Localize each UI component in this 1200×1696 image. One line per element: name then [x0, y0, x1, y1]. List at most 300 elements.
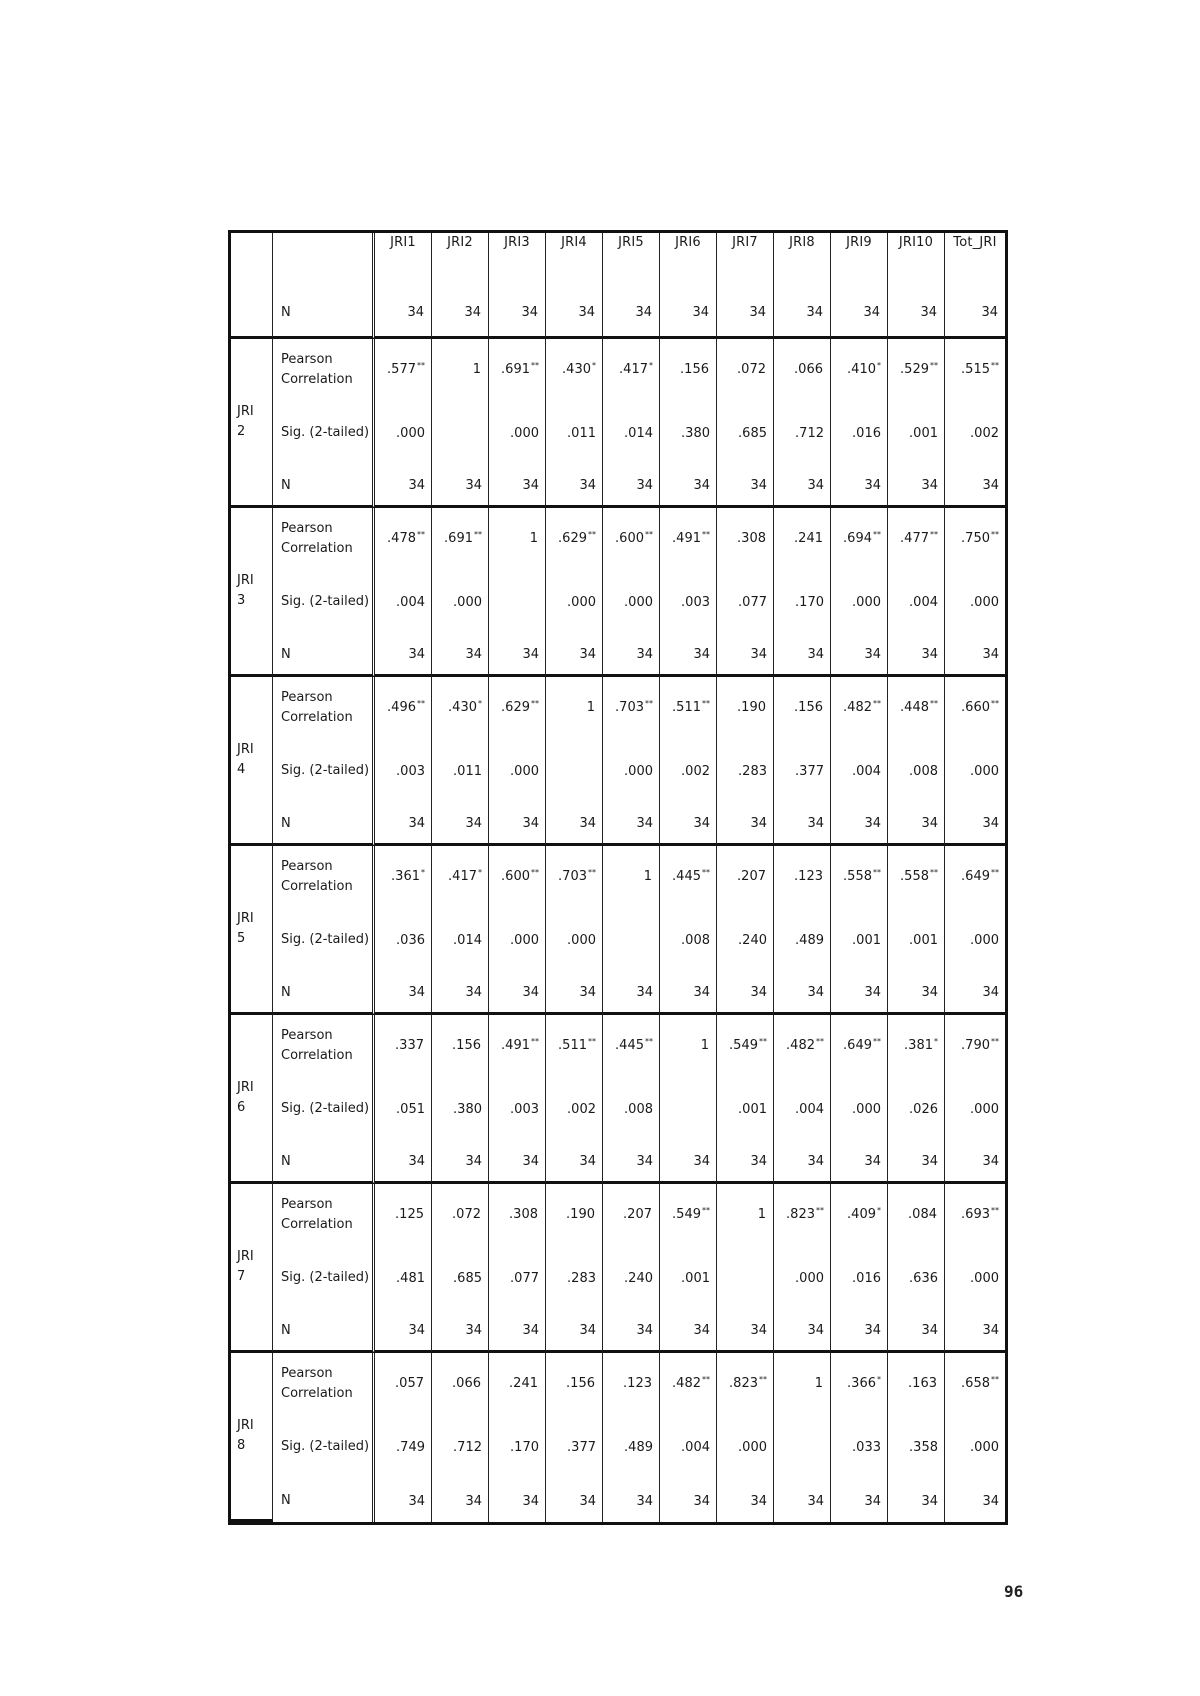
table-cell: [660, 289, 717, 339]
cell-value: .558: [843, 869, 872, 884]
significance-marker: *: [649, 360, 653, 370]
cell-value: .496: [387, 700, 416, 715]
table-cell: [603, 1353, 660, 1414]
table-cell: [375, 1184, 432, 1245]
significance-marker: **: [645, 1036, 653, 1046]
table-cell: .000: [970, 1270, 999, 1286]
cell-value: 34: [863, 305, 880, 320]
table-cell: [432, 400, 489, 466]
cell-value: .445: [615, 1038, 644, 1053]
column-header: JRI6: [660, 233, 717, 289]
table-cell: .170: [774, 569, 831, 635]
table-cell: [432, 1015, 489, 1076]
table-cell: [717, 1353, 774, 1414]
significance-marker: **: [702, 698, 710, 708]
table-row: [231, 677, 1005, 738]
table-cell: 34: [660, 466, 717, 508]
cell-value: .694: [843, 531, 872, 546]
significance-marker: **: [873, 867, 881, 877]
table-row: [231, 1184, 1005, 1245]
table-cell: .377: [546, 1414, 603, 1480]
stat-label-n: N: [273, 466, 375, 508]
table-row: [231, 1311, 1005, 1353]
table-cell: [831, 677, 888, 738]
row-variable-label: JRI 4: [231, 677, 273, 846]
table-cell: [945, 1353, 1005, 1414]
significance-marker: *: [934, 1036, 938, 1046]
table-cell: 34: [831, 1311, 888, 1353]
table-row: [231, 400, 1005, 466]
table-cell: 34: [375, 973, 432, 1015]
table-row: [231, 569, 1005, 635]
table-cell: 34: [717, 466, 774, 508]
cell-value: .703: [615, 700, 644, 715]
cell-value: 1: [814, 1376, 823, 1391]
table-cell: 34: [660, 804, 717, 846]
significance-marker: **: [991, 1374, 999, 1384]
table-cell: 34: [774, 1480, 831, 1522]
row-variable-label: JRI 7: [231, 1184, 273, 1353]
table-cell: [774, 677, 831, 738]
table-cell: .033: [831, 1414, 888, 1480]
cell-value: .430: [448, 700, 477, 715]
table-cell: [603, 846, 660, 907]
stat-label-pearson: Pearson Correlation: [273, 1353, 375, 1414]
table-cell: [888, 846, 945, 907]
table-cell: .008: [660, 907, 717, 973]
table-cell: .000: [831, 569, 888, 635]
table-cell: [375, 1353, 432, 1414]
cell-value: .482: [786, 1038, 815, 1053]
table-cell: .011: [546, 400, 603, 466]
cell-value: .511: [672, 700, 701, 715]
cell-value: .658: [961, 1376, 990, 1391]
cell-value: .691: [444, 531, 473, 546]
significance-marker: **: [759, 1036, 767, 1046]
table-cell: .283: [717, 738, 774, 804]
significance-marker: **: [417, 360, 425, 370]
table-cell: [375, 677, 432, 738]
table-cell: [831, 339, 888, 400]
table-cell: [375, 846, 432, 907]
table-cell: [831, 1015, 888, 1076]
stat-label-n: N: [273, 1311, 375, 1353]
table-cell: .170: [489, 1414, 546, 1480]
table-cell: [432, 1184, 489, 1245]
significance-marker: **: [991, 1205, 999, 1215]
table-cell: .000: [717, 1414, 774, 1480]
cell-value: .823: [729, 1376, 758, 1391]
table-cell: .000: [603, 569, 660, 635]
significance-marker: **: [702, 1374, 710, 1384]
table-cell: 34: [603, 1480, 660, 1522]
table-cell: [660, 1353, 717, 1414]
stat-label-sig: Sig. (2-tailed): [273, 907, 375, 973]
stat-label-sig: Sig. (2-tailed): [273, 1414, 375, 1480]
table-cell: [717, 1015, 774, 1076]
table-cell: 34: [603, 635, 660, 677]
table-cell: 34: [603, 1311, 660, 1353]
significance-marker: **: [417, 698, 425, 708]
table-cell: .004: [774, 1076, 831, 1142]
cell-value: .366: [847, 1376, 876, 1391]
table-cell: 34: [888, 1480, 945, 1522]
table-cell: [489, 508, 546, 569]
stat-label-sig: Sig. (2-tailed): [273, 1245, 375, 1311]
significance-marker: *: [421, 867, 425, 877]
table-cell: 34: [432, 804, 489, 846]
table-cell: 34: [375, 635, 432, 677]
table-cell: [831, 1184, 888, 1245]
table-cell: [831, 1353, 888, 1414]
table-cell: [489, 1353, 546, 1414]
significance-marker: **: [873, 1036, 881, 1046]
table-cell: .011: [432, 738, 489, 804]
significance-marker: **: [873, 529, 881, 539]
table-cell: 34: [774, 973, 831, 1015]
cell-value: .691: [501, 362, 530, 377]
table-cell: [660, 1015, 717, 1076]
cell-value: 34: [407, 305, 424, 320]
significance-marker: **: [930, 698, 938, 708]
table-cell: 34: [831, 635, 888, 677]
cell-value: .660: [961, 700, 990, 715]
table-cell: 34: [546, 466, 603, 508]
table-cell: .000: [970, 763, 999, 779]
table-row: [231, 1480, 1005, 1522]
cell-value: .600: [501, 869, 530, 884]
table-cell: 34: [603, 973, 660, 1015]
table-cell: 34: [945, 635, 1005, 677]
table-cell: [945, 1015, 1005, 1076]
table-cell: 34: [774, 635, 831, 677]
table-cell: [603, 289, 660, 339]
row-variable-label: JRI 6: [231, 1015, 273, 1184]
table-cell: 34: [432, 1311, 489, 1353]
significance-marker: **: [531, 698, 539, 708]
cell-value: .308: [509, 1207, 538, 1222]
table-cell: .000: [970, 1101, 999, 1117]
cell-value: 34: [521, 305, 538, 320]
table-cell: 34: [945, 1311, 1005, 1353]
cell-value: 1: [643, 869, 652, 884]
table-cell: .000: [970, 932, 999, 948]
cell-value: .703: [558, 869, 587, 884]
stat-label-sig: Sig. (2-tailed): [273, 400, 375, 466]
correlation-table: [228, 230, 1008, 1525]
table-cell: [888, 1184, 945, 1245]
significance-marker: **: [702, 1205, 710, 1215]
table-cell: [489, 1184, 546, 1245]
cell-value: 34: [692, 305, 709, 320]
table-cell: [717, 339, 774, 400]
table-cell: [717, 1245, 774, 1311]
table-cell: .489: [603, 1414, 660, 1480]
cell-value: .207: [623, 1207, 652, 1222]
table-cell: [489, 1015, 546, 1076]
cell-value: .649: [843, 1038, 872, 1053]
table-cell: .016: [831, 400, 888, 466]
table-row: [231, 907, 1005, 973]
cell-value: .072: [452, 1207, 481, 1222]
table-cell: 34: [831, 466, 888, 508]
table-cell: [432, 508, 489, 569]
table-cell: 34: [432, 1480, 489, 1522]
table-row: [231, 1414, 1005, 1480]
significance-marker: **: [991, 1036, 999, 1046]
table-cell: 34: [375, 804, 432, 846]
table-cell: 34: [717, 635, 774, 677]
table-cell: .685: [432, 1245, 489, 1311]
table-cell: .002: [970, 425, 999, 441]
cell-value: .156: [680, 362, 709, 377]
table-cell: 34: [375, 1480, 432, 1522]
table-cell: .712: [774, 400, 831, 466]
table-cell: .008: [603, 1076, 660, 1142]
table-cell: [717, 677, 774, 738]
cell-value: .361: [391, 869, 420, 884]
cell-value: .156: [452, 1038, 481, 1053]
cell-value: .629: [501, 700, 530, 715]
table-cell: [774, 1353, 831, 1414]
stat-label-n: N: [273, 1480, 375, 1522]
table-row: [231, 738, 1005, 804]
cell-value: .066: [452, 1376, 481, 1391]
column-header: JRI9: [831, 233, 888, 289]
significance-marker: **: [645, 529, 653, 539]
table-cell: 34: [546, 635, 603, 677]
table-cell: .001: [831, 907, 888, 973]
cell-value: .511: [558, 1038, 587, 1053]
table-cell: [945, 1184, 1005, 1245]
row-variable-label: JRI 2: [231, 339, 273, 508]
significance-marker: **: [816, 1036, 824, 1046]
significance-marker: **: [816, 1205, 824, 1215]
table-cell: .036: [375, 907, 432, 973]
table-cell: .004: [660, 1414, 717, 1480]
column-header: JRI8: [774, 233, 831, 289]
table-row: [231, 846, 1005, 907]
table-cell: .000: [970, 1439, 999, 1455]
cell-value: .549: [672, 1207, 701, 1222]
top-n-label: N: [273, 289, 375, 339]
table-cell: 34: [660, 1480, 717, 1522]
cell-value: 34: [635, 305, 652, 320]
significance-marker: **: [588, 867, 596, 877]
cell-value: .482: [672, 1376, 701, 1391]
cell-value: .308: [737, 531, 766, 546]
table-cell: [432, 677, 489, 738]
table-cell: 34: [603, 1142, 660, 1184]
significance-marker: **: [930, 529, 938, 539]
table-cell: .481: [375, 1245, 432, 1311]
table-cell: 34: [546, 804, 603, 846]
cell-value: .123: [794, 869, 823, 884]
table-cell: [432, 1353, 489, 1414]
table-row: [231, 1353, 1005, 1414]
column-header: JRI1: [375, 233, 432, 289]
table-row: [231, 1015, 1005, 1076]
table-cell: 34: [888, 1142, 945, 1184]
table-cell: 34: [489, 466, 546, 508]
table-cell: [888, 1353, 945, 1414]
cell-value: 1: [757, 1207, 766, 1222]
cell-value: 1: [700, 1038, 709, 1053]
table-cell: .000: [432, 569, 489, 635]
significance-marker: **: [702, 867, 710, 877]
significance-marker: **: [645, 698, 653, 708]
table-cell: 34: [831, 1142, 888, 1184]
table-cell: 34: [774, 1142, 831, 1184]
table-cell: [546, 1015, 603, 1076]
table-cell: [432, 846, 489, 907]
cell-value: .482: [843, 700, 872, 715]
table-cell: 34: [660, 1142, 717, 1184]
cell-value: .600: [615, 531, 644, 546]
cell-value: 1: [586, 700, 595, 715]
table-cell: .001: [717, 1076, 774, 1142]
table-cell: 34: [717, 1142, 774, 1184]
table-cell: [489, 846, 546, 907]
table-cell: [888, 1015, 945, 1076]
cell-value: .515: [961, 362, 990, 377]
table-cell: .014: [603, 400, 660, 466]
table-cell: [546, 738, 603, 804]
table-cell: [375, 1015, 432, 1076]
column-header: JRI10: [888, 233, 945, 289]
table-cell: [888, 508, 945, 569]
cell-value: 34: [981, 305, 998, 320]
table-cell: 34: [432, 1142, 489, 1184]
table-cell: .749: [375, 1414, 432, 1480]
table-cell: [660, 508, 717, 569]
table-cell: .000: [603, 738, 660, 804]
table-cell: [375, 339, 432, 400]
cell-value: .549: [729, 1038, 758, 1053]
table-cell: 34: [831, 973, 888, 1015]
table-cell: [489, 339, 546, 400]
row-variable-label: JRI 3: [231, 508, 273, 677]
cell-value: .477: [900, 531, 929, 546]
table-cell: [375, 508, 432, 569]
stat-label-pearson: Pearson Correlation: [273, 339, 375, 400]
cell-value: .381: [904, 1038, 933, 1053]
table-row: [231, 973, 1005, 1015]
table-cell: 34: [831, 1480, 888, 1522]
table-cell: 34: [489, 804, 546, 846]
significance-marker: **: [531, 867, 539, 877]
table-cell: [774, 846, 831, 907]
header-blank-var: [231, 233, 273, 289]
table-cell: 34: [489, 1311, 546, 1353]
table-row: [231, 635, 1005, 677]
table-cell: [603, 1015, 660, 1076]
table-cell: [945, 508, 1005, 569]
table-cell: [546, 289, 603, 339]
table-cell: [489, 289, 546, 339]
cell-value: 34: [464, 305, 481, 320]
table-cell: [375, 289, 432, 339]
table-cell: .001: [660, 1245, 717, 1311]
table-cell: .001: [888, 907, 945, 973]
table-cell: .000: [774, 1245, 831, 1311]
significance-marker: **: [702, 529, 710, 539]
cell-value: .057: [395, 1376, 424, 1391]
significance-marker: **: [474, 529, 482, 539]
cell-value: .163: [908, 1376, 937, 1391]
significance-marker: **: [991, 867, 999, 877]
table-cell: 34: [888, 973, 945, 1015]
table-cell: 34: [945, 973, 1005, 1015]
table-cell: 34: [945, 1142, 1005, 1184]
table-cell: .000: [489, 738, 546, 804]
significance-marker: **: [588, 529, 596, 539]
significance-marker: **: [417, 529, 425, 539]
table-cell: [660, 1076, 717, 1142]
table-cell: [945, 289, 1005, 339]
stat-label-n: N: [273, 804, 375, 846]
table-cell: [717, 1184, 774, 1245]
table-cell: 34: [717, 804, 774, 846]
table-cell: [546, 508, 603, 569]
table-cell: 34: [717, 1480, 774, 1522]
table-cell: .380: [432, 1076, 489, 1142]
significance-marker: **: [930, 867, 938, 877]
table-row: [231, 804, 1005, 846]
table-cell: [489, 569, 546, 635]
table-cell: 34: [546, 1142, 603, 1184]
table-row: [231, 508, 1005, 569]
table-cell: .000: [970, 594, 999, 610]
table-cell: [945, 339, 1005, 400]
cell-value: .190: [737, 700, 766, 715]
table-cell: [660, 1184, 717, 1245]
table-cell: [717, 846, 774, 907]
cell-value: 34: [749, 305, 766, 320]
table-cell: [888, 677, 945, 738]
column-header: Tot_JRI: [953, 235, 997, 250]
cell-value: .790: [961, 1038, 990, 1053]
table-cell: .077: [489, 1245, 546, 1311]
cell-value: .448: [900, 700, 929, 715]
cell-value: .823: [786, 1207, 815, 1222]
significance-marker: **: [531, 360, 539, 370]
table-cell: 34: [774, 804, 831, 846]
table-cell: 34: [888, 635, 945, 677]
cell-value: .649: [961, 869, 990, 884]
cell-value: .156: [794, 700, 823, 715]
significance-marker: **: [588, 1036, 596, 1046]
column-header: JRI2: [432, 233, 489, 289]
table-cell: [603, 508, 660, 569]
stat-label-pearson: Pearson Correlation: [273, 1015, 375, 1076]
table-cell: 34: [888, 804, 945, 846]
table-cell: [945, 846, 1005, 907]
stat-label-n: N: [273, 635, 375, 677]
table-cell: 34: [603, 466, 660, 508]
table-cell: 34: [660, 1311, 717, 1353]
cell-value: .445: [672, 869, 701, 884]
significance-marker: **: [759, 1374, 767, 1384]
top-n-var-cell: [231, 289, 273, 339]
table-cell: .051: [375, 1076, 432, 1142]
table-cell: [831, 289, 888, 339]
row-variable-label: JRI 8: [231, 1353, 273, 1522]
table-cell: 34: [546, 1480, 603, 1522]
cell-value: 34: [578, 305, 595, 320]
table-cell: [717, 289, 774, 339]
cell-value: .190: [566, 1207, 595, 1222]
